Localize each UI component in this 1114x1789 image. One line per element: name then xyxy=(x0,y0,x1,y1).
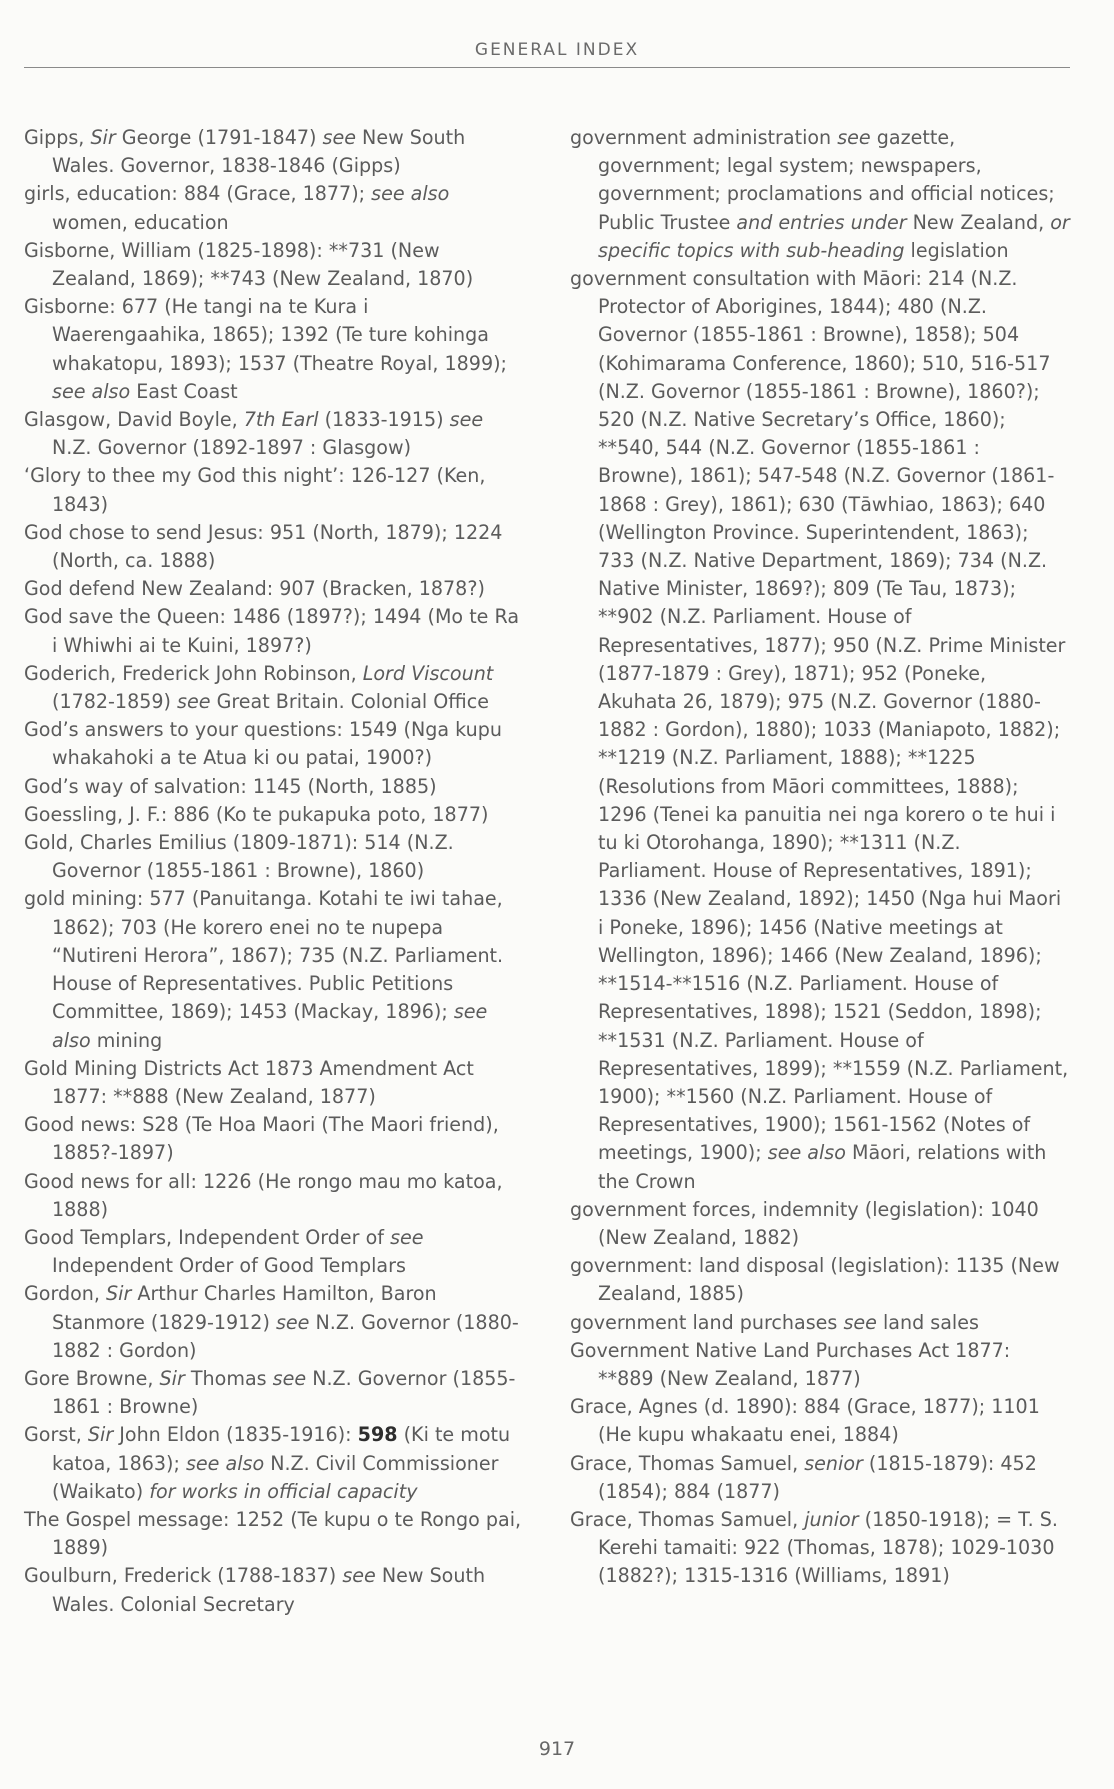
running-header: GENERAL INDEX xyxy=(474,40,640,60)
index-entry xyxy=(24,829,524,885)
entry-text: John Eldon (1835-1916): xyxy=(113,1423,358,1447)
index-entry xyxy=(24,1111,524,1167)
index-entry xyxy=(24,1055,524,1111)
index-entry xyxy=(24,462,524,518)
entry-text: mining xyxy=(90,1028,163,1052)
index-entry xyxy=(570,1337,1070,1393)
italic-text: see also xyxy=(52,1000,488,1052)
italic-text: Sir xyxy=(87,1423,114,1447)
entry-text: Gore Browne, xyxy=(24,1366,160,1390)
italic-text: see also xyxy=(767,1141,846,1165)
italic-text: Sir xyxy=(106,1282,132,1306)
entry-text: Grace, Agnes (d. 1890): 884 (Grace, 1877); 1101 (He kupu whakaatu enei, 1884) xyxy=(570,1395,1040,1447)
index-entry xyxy=(24,180,524,236)
italic-text: see also xyxy=(52,379,131,403)
index-entry xyxy=(24,1506,524,1562)
index-entry xyxy=(570,1506,1070,1591)
entry-text: God’s answers to your questions: 1549 (Nga kupu whakahoki a te Atua ki ou patai, 1900?) xyxy=(24,718,502,770)
index-entry xyxy=(570,1393,1070,1449)
entry-text: N.Z. Governor (1892-1897 : Glasgow) xyxy=(52,436,412,460)
italic-text: or specific topics with sub-heading xyxy=(598,210,1070,262)
entry-text: gold mining: 577 (Panuitanga. Kotahi te iwi tahae, 1862); 703 (He korero enei no te nupepa “Nutireni Herora”, 1867); 735 (N.Z. Parliament. House of Representatives. Public Petitions Committee, 1869); 1453 (Mackay, 1896); xyxy=(24,887,504,1024)
entry-text: (Ki te motu katoa, 1863); xyxy=(52,1423,511,1475)
entry-text: Gipps, xyxy=(24,126,91,149)
entry-text: N.Z. Governor (1855-1861 : Browne) xyxy=(52,1366,516,1419)
entry-text: Gold Mining Districts Act 1873 Amendment Act 1877: **888 (New Zealand, 1877) xyxy=(24,1056,474,1108)
italic-text: see xyxy=(837,126,871,149)
index-entry xyxy=(24,1224,524,1280)
entry-text: (1782-1859) xyxy=(52,690,178,714)
index-entry xyxy=(24,406,524,462)
entry-text: God’s way of salvation: 1145 (North, 1885) xyxy=(24,774,437,798)
index-entry xyxy=(24,237,524,293)
index-entry xyxy=(24,603,524,659)
italic-text: see xyxy=(322,126,356,149)
entry-text: Gisborne: 677 (He tangi na te Kura i Waerengaahika, 1865); 1392 (Te ture kohinga whakatopu, 1893); 1537 (Theatre Royal, 1899); xyxy=(24,295,507,375)
italic-text: 7th Earl xyxy=(243,408,319,432)
entry-text: Great Britain. Colonial Office xyxy=(210,690,490,714)
italic-text: senior xyxy=(804,1451,863,1475)
italic-text: Sir xyxy=(90,126,116,149)
index-entry xyxy=(24,1562,524,1618)
italic-text: see xyxy=(843,1310,877,1334)
index-entry xyxy=(570,124,1070,265)
index-entry xyxy=(24,124,524,180)
entry-text: government administration xyxy=(570,126,838,149)
entry-text: Good news: S28 (Te Hoa Maori (The Maori friend), 1885?-1897) xyxy=(24,1113,499,1165)
entry-text: Gorst, xyxy=(24,1423,88,1447)
entry-text: girls, education: 884 (Grace, 1877); xyxy=(24,182,372,206)
italic-text: see also xyxy=(185,1451,265,1475)
index-entry xyxy=(24,1168,524,1224)
entry-text: Gisborne, William (1825-1898): **731 (New Zealand, 1869); **743 (New Zealand, 1870) xyxy=(24,238,474,291)
entry-text: Māori, relations with the Crown xyxy=(598,1141,1047,1193)
entry-text: government forces, indemnity (legislation): 1040 (New Zealand, 1882) xyxy=(570,1197,1039,1249)
index-entry xyxy=(24,660,524,716)
index-entry xyxy=(24,716,524,772)
entry-text: God defend New Zealand: 907 (Bracken, 1878?) xyxy=(24,577,485,601)
italic-text: see xyxy=(275,1310,310,1334)
entry-text: East Coast xyxy=(130,379,238,403)
entry-text: government consultation with Māori: 214 (N.Z. Protector of Aborigines, 1844); 480 (N.Z. Governor (1855-1861 : Browne), 1858); 504 (Kohimarama Conference, 1860); 510, 516-517 (N.Z. Governor (1855-1861 : Browne), 1860?); 520 (N.Z. Native Secretary’s Office, 1860); **540, 544 (N.Z. Governor (1855-1861 : Browne), 1861); 547-548 (N.Z. Governor (1861-1868 : Grey), 1861); 630 (Tāwhiao, 1863); 640 (Wellington Province. Superintendent, 1863); 733 (N.Z. Native Department, 1869); 734 (N.Z. Native Minister, 1869?); 809 (Te Tau, 1873); **902 (N.Z. Parliament. House of Representatives, 1877); 950 (N.Z. Prime Minister (1877-1879 : Grey), 1871); 952 (Poneke, Akuhata 26, 1879); 975 (N.Z. Governor (1880-1882 : Gordon), 1880); 1033 (Maniapoto, 1882); **1219 (N.Z. Parliament, 1888); **1225 (Resolutions from Māori committees, 1888); 1296 (Tenei ka panuitia nei nga korero o te hui i tu ki Otorohanga, 1890); **1311 (N.Z. Parliament. House of Representatives, 1891); 1336 (New Zealand, 1892); 1450 (Nga hui Maori i Poneke, 1896); 1456 (Native meetings at Wellington, 1896); 1466 (New Zealand, 1896); **1514-**1516 (N.Z. Parliament. House of Representatives, 1898); 1521 (Seddon, 1898); **1531 (N.Z. Parliament. House of Representatives, 1899); **1559 (N.Z. Parliament, 1900); **1560 (N.Z. Parliament. House of Representatives, 1900); 1561-1562 (Notes of meetings, 1900); xyxy=(570,267,1069,1165)
index-entry xyxy=(570,1252,1070,1308)
entry-text: N.Z. Governor (1880-1882 : Gordon) xyxy=(52,1310,519,1362)
entry-text: (1833-1915) xyxy=(318,408,450,432)
index-entry xyxy=(24,1365,524,1421)
entry-text: Good Templars, Independent Order of xyxy=(24,1225,391,1249)
index-entry xyxy=(570,1309,1070,1337)
entry-text: New Zealand, xyxy=(906,210,1051,234)
entry-text: Grace, Thomas Samuel, xyxy=(570,1507,805,1531)
italic-text: see xyxy=(390,1225,424,1249)
index-entry xyxy=(24,519,524,575)
index-entry xyxy=(24,575,524,603)
entry-text: Goderich, Frederick John Robinson, xyxy=(24,661,363,685)
entry-text: government: land disposal (legislation): 1135 (New Zealand, 1885) xyxy=(570,1254,1060,1306)
italic-text: Lord Viscount xyxy=(362,661,494,685)
index-column-right xyxy=(570,124,1070,1591)
entry-text: (1850-1918); = T. S. Kerehi tamaiti: 922 (Thomas, 1878); 1029-1030 (1882?); 1315-1316 (Williams, 1891) xyxy=(598,1507,1058,1588)
entry-text: George (1791-1847) xyxy=(115,126,323,149)
index-entry xyxy=(24,1421,524,1506)
entry-text: God save the Queen: 1486 (1897?); 1494 (Mo te Ra i Whiwhi ai te Kuini, 1897?) xyxy=(24,605,520,657)
index-column-left xyxy=(24,124,524,1619)
index-entry xyxy=(570,265,1070,1196)
index-entry xyxy=(24,773,524,801)
italic-text: see xyxy=(177,690,211,714)
entry-text: Arthur Charles Hamilton, Baron Stanmore (1829-1912) xyxy=(52,1282,437,1334)
entry-text: Gordon, xyxy=(24,1282,107,1306)
italic-text: Sir xyxy=(159,1366,185,1390)
index-entry xyxy=(570,1450,1070,1506)
entry-text: Goessling, J. F.: 886 (Ko te pukapuka poto, 1877) xyxy=(24,802,489,826)
index-entry xyxy=(24,1280,524,1365)
entry-text: New South Wales. Governor, 1838-1846 (Gipps) xyxy=(52,126,466,178)
italic-text: see xyxy=(342,1564,376,1588)
entry-text: Goulburn, Frederick (1788-1837) xyxy=(24,1564,343,1588)
italic-text: and entries under xyxy=(736,210,907,234)
entry-text: Thomas xyxy=(184,1366,273,1390)
entry-text: Government Native Land Purchases Act 1877: **889 (New Zealand, 1877) xyxy=(570,1338,1011,1390)
entry-text: Independent Order of Good Templars xyxy=(52,1254,406,1278)
entry-text: Gold, Charles Emilius (1809-1871): 514 (N.Z. Governor (1855-1861 : Browne), 1860) xyxy=(24,831,454,883)
entry-text: ‘Glory to thee my God this night’: 126-127 (Ken, 1843) xyxy=(24,464,486,516)
entry-text: government land purchases xyxy=(570,1310,844,1334)
italic-text: see also xyxy=(371,182,450,206)
entry-text: women, education xyxy=(52,210,229,234)
index-entry xyxy=(24,885,524,1054)
entry-text: N.Z. Civil Commissioner (Waikato) xyxy=(52,1451,499,1503)
entry-text: Good news for all: 1226 (He rongo mau mo katoa, 1888) xyxy=(24,1169,503,1221)
entry-text: (1815-1879): 452 (1854); 884 (1877) xyxy=(598,1451,1037,1503)
entry-text: legislation xyxy=(904,238,1009,262)
italic-text: see xyxy=(272,1366,307,1390)
index-entry xyxy=(24,801,524,829)
italic-text: for works in official capacity xyxy=(149,1479,418,1503)
index-entry xyxy=(24,293,524,406)
entry-text: Grace, Thomas Samuel, xyxy=(570,1451,805,1475)
index-entry xyxy=(570,1196,1070,1252)
italic-text: see xyxy=(449,408,484,432)
header-rule xyxy=(24,67,1070,68)
entry-text: gazette, government; legal system; newspapers, government; proclamations and official notices; Public Trustee xyxy=(598,126,1055,234)
page-number: 917 xyxy=(538,1738,576,1760)
entry-text: land sales xyxy=(876,1310,979,1334)
italic-text: junior xyxy=(804,1507,859,1531)
entry-text: New South Wales. Colonial Secretary xyxy=(52,1564,486,1616)
entry-text: The Gospel message: 1252 (Te kupu o te Rongo pai, 1889) xyxy=(24,1507,522,1560)
entry-text: Glasgow, David Boyle, xyxy=(24,408,244,432)
entry-text: God chose to send Jesus: 951 (North, 1879); 1224 (North, ca. 1888) xyxy=(24,520,503,573)
bold-page-ref: 598 xyxy=(357,1423,398,1447)
